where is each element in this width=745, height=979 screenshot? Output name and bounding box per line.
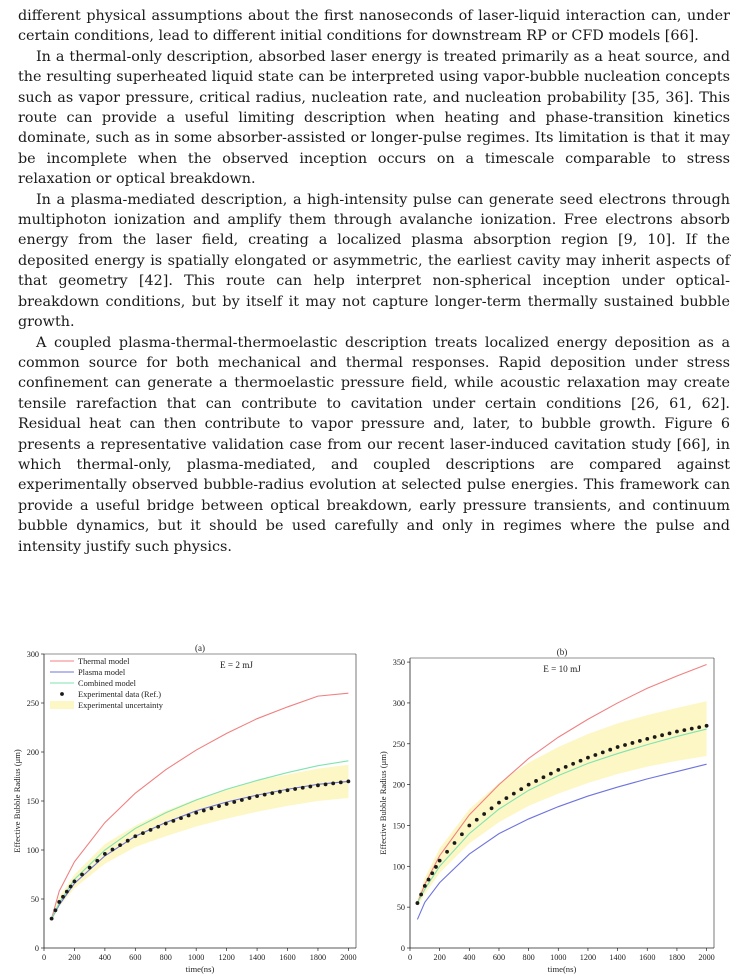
experimental-point xyxy=(453,841,457,845)
experimental-point xyxy=(512,792,516,796)
energy-annotation: E = 10 mJ xyxy=(543,664,581,674)
experimental-point xyxy=(240,798,244,802)
y-tick-label: 150 xyxy=(26,797,39,806)
experimental-point xyxy=(434,865,438,869)
x-tick-label: 800 xyxy=(522,953,535,962)
x-tick-label: 600 xyxy=(129,953,142,962)
experimental-point xyxy=(293,787,297,791)
y-tick-label: 50 xyxy=(30,895,39,904)
experimental-point xyxy=(504,796,508,800)
experimental-point xyxy=(179,816,183,820)
experimental-point xyxy=(346,780,350,784)
experimental-point xyxy=(339,780,343,784)
experimental-point xyxy=(324,782,328,786)
x-tick-label: 1600 xyxy=(279,953,296,962)
experimental-point xyxy=(225,802,229,806)
experimental-point xyxy=(164,822,168,826)
experimental-point xyxy=(697,725,701,729)
experimental-point xyxy=(301,786,305,790)
experimental-point xyxy=(601,750,605,754)
x-tick-label: 200 xyxy=(433,953,446,962)
experimental-point xyxy=(475,818,479,822)
experimental-point xyxy=(593,753,597,757)
y-tick-label: 250 xyxy=(392,739,405,749)
legend-label: Experimental uncertainty xyxy=(78,701,163,710)
x-tick-label: 1200 xyxy=(218,953,235,962)
experimental-point xyxy=(263,793,267,797)
y-tick-label: 0 xyxy=(34,944,39,953)
x-tick-label: 200 xyxy=(68,953,81,962)
x-tick-label: 1200 xyxy=(579,953,597,962)
y-tick-label: 200 xyxy=(392,780,405,790)
experimental-point xyxy=(88,866,92,870)
experimental-point xyxy=(571,762,575,766)
experimental-point xyxy=(490,806,494,810)
x-tick-label: 1400 xyxy=(609,953,626,962)
experimental-point xyxy=(126,839,130,843)
experimental-point xyxy=(556,768,560,772)
uncertainty-band xyxy=(417,701,706,907)
paragraph-thermal: In a thermal-only description, absorbed laser energy is treated primarily as a heat source, and the resulting superheated liquid state can be interpreted using vapor-bubble nucleation concepts such as vapor pressure, critical radius, nucleation rate, and nucleation probability [35, 36]. This route can provide a useful limiting description when heating and phase-transition kinetics dominate, such as in some absorber-assisted or longer-pulse regimes. Its limitation is that it may be incomplete when the observed inception occurs on a timescale comparable to stress relaxation or optical breakdown. xyxy=(18,48,730,188)
experimental-point xyxy=(645,737,649,741)
experimental-point xyxy=(80,873,84,877)
experimental-point xyxy=(187,814,191,818)
experimental-point xyxy=(95,859,99,863)
figure-panel-a xyxy=(4,644,364,979)
experimental-point xyxy=(616,745,620,749)
experimental-point xyxy=(248,796,252,800)
figure-panel-b xyxy=(372,644,722,979)
experimental-point xyxy=(549,772,553,776)
y-tick-label: 150 xyxy=(392,821,405,831)
x-tick-label: 2000 xyxy=(698,953,715,962)
experimental-point xyxy=(61,895,65,899)
legend-label: Thermal model xyxy=(78,657,130,666)
experimental-point xyxy=(527,783,531,787)
x-tick-label: 1400 xyxy=(248,953,266,962)
y-tick-label: 100 xyxy=(392,862,405,872)
experimental-point xyxy=(118,843,122,847)
experimental-point xyxy=(278,790,282,794)
experimental-point xyxy=(202,809,206,813)
x-axis-label: time(ns) xyxy=(547,964,577,974)
experimental-point xyxy=(438,859,442,863)
experimental-point xyxy=(482,812,486,816)
experimental-point xyxy=(270,791,274,795)
experimental-point xyxy=(232,800,236,804)
experimental-point xyxy=(419,893,423,897)
legend-label: Experimental data (Ref.) xyxy=(78,690,162,699)
y-tick-label: 50 xyxy=(396,903,405,913)
experimental-point xyxy=(210,806,214,810)
experimental-point xyxy=(542,775,546,779)
experimental-point xyxy=(638,739,642,743)
panel-label: (b) xyxy=(556,647,568,657)
x-tick-label: 1800 xyxy=(309,953,327,962)
experimental-point xyxy=(660,733,664,737)
y-axis-label: Effective Bubble Radius (μm) xyxy=(378,751,388,855)
experimental-point xyxy=(623,743,627,747)
legend-label: Combined model xyxy=(78,679,136,688)
experimental-point xyxy=(194,811,198,815)
x-tick-label: 1000 xyxy=(550,953,567,962)
x-tick-label: 0 xyxy=(407,953,413,962)
paragraph-1: different physical assumptions about the first nanoseconds of laser-liquid interaction can, under certain conditions, lead to different initial conditions for downstream RP or CFD models [66]. xyxy=(18,8,730,45)
x-axis-label: time(ns) xyxy=(185,964,215,974)
paragraph-coupled: A coupled plasma-thermal-thermoelastic description treats localized energy deposition as a common source for both mechanical and thermal responses. Rapid deposition under stress confinement can generate a thermoelastic pressure field, while acoustic relaxation may create tensile rarefaction that can contribute to cavitation under certain conditions [26, 61, 62]. Residual heat can then contribute to vapor pressure and, later, to bubble growth. Figure 6 presents a representative validation case from our recent laser-induced cavitation study [66], in which thermal-only, plasma-mediated, and coupled descriptions are compared against experimentally observed bubble-radius evolution at selected pulse energies. This framework can provide a useful bridge between optical breakdown, early pressure transients, and continuum bubble dynamics, but it should be used carefully and only in regimes where the pulse and intensity justify such physics. xyxy=(18,334,730,555)
experimental-point xyxy=(65,890,69,894)
experimental-point xyxy=(705,724,709,728)
experimental-point xyxy=(73,879,77,883)
y-tick-label: 200 xyxy=(26,748,39,757)
experimental-point xyxy=(631,741,635,745)
experimental-point xyxy=(308,785,312,789)
x-tick-label: 1000 xyxy=(188,953,205,962)
x-tick-label: 1600 xyxy=(639,953,656,962)
experimental-point xyxy=(675,730,679,734)
experimental-point xyxy=(445,850,449,854)
x-tick-label: 400 xyxy=(463,953,476,962)
experimental-point xyxy=(682,728,686,732)
experimental-point xyxy=(579,759,583,763)
experimental-point xyxy=(427,878,431,882)
experimental-point xyxy=(54,908,58,912)
experimental-point xyxy=(653,735,657,739)
experimental-point xyxy=(460,832,464,836)
experimental-point xyxy=(608,748,612,752)
x-tick-label: 400 xyxy=(98,953,112,962)
experimental-point xyxy=(171,819,175,823)
experimental-point xyxy=(217,804,221,808)
panel-label: (a) xyxy=(195,644,205,653)
y-tick-label: 300 xyxy=(392,698,405,708)
experimental-point xyxy=(331,781,335,785)
y-tick-label: 100 xyxy=(26,846,39,855)
experimental-point xyxy=(519,787,523,791)
legend-label: Plasma model xyxy=(78,668,126,677)
y-tick-label: 300 xyxy=(26,650,39,659)
experimental-point xyxy=(69,885,73,889)
experimental-point xyxy=(564,765,568,769)
energy-annotation: E = 2 mJ xyxy=(220,660,253,670)
experimental-point xyxy=(111,848,115,852)
y-tick-label: 250 xyxy=(26,699,39,708)
x-tick-label: 1800 xyxy=(668,953,686,962)
experimental-point xyxy=(103,852,107,856)
y-axis-label: Effective Bubble Radius (μm) xyxy=(12,749,22,853)
experimental-point xyxy=(149,828,153,832)
legend-swatch xyxy=(60,692,64,696)
experimental-point xyxy=(416,901,420,905)
y-tick-label: 350 xyxy=(392,658,405,668)
legend-swatch xyxy=(50,701,74,709)
experimental-point xyxy=(668,731,672,735)
experimental-point xyxy=(57,900,61,904)
experimental-point xyxy=(50,917,54,921)
experimental-point xyxy=(497,801,501,805)
x-tick-label: 800 xyxy=(159,953,172,962)
experimental-point xyxy=(534,779,538,783)
experimental-point xyxy=(255,794,259,798)
experimental-point xyxy=(286,788,290,792)
experimental-point xyxy=(430,871,434,875)
experimental-point xyxy=(316,783,320,787)
x-tick-label: 600 xyxy=(492,953,506,962)
experimental-point xyxy=(467,824,471,828)
experimental-point xyxy=(690,727,694,731)
x-tick-label: 0 xyxy=(41,953,47,962)
x-tick-label: 2000 xyxy=(340,953,357,962)
paragraph-plasma: In a plasma-mediated description, a high-intensity pulse can generate seed electrons through multiphoton ionization and amplify them through avalanche ionization. Free electrons absorb energy from the laser field, creating a localized plasma absorption region [9, 10]. If the deposited energy is spatially elongated or asymmetric, the earliest cavity may inherit aspects of that geometry [42]. This route can help interpret non-spherical inception under optical-breakdown conditions, but by itself it may not capture longer-term thermally sustained bubble growth. xyxy=(18,191,730,331)
experimental-point xyxy=(133,834,137,838)
y-tick-label: 0 xyxy=(400,944,405,953)
experimental-point xyxy=(423,884,427,888)
experimental-point xyxy=(141,831,145,835)
experimental-point xyxy=(156,825,160,829)
body-text xyxy=(18,6,730,557)
experimental-point xyxy=(586,756,590,760)
